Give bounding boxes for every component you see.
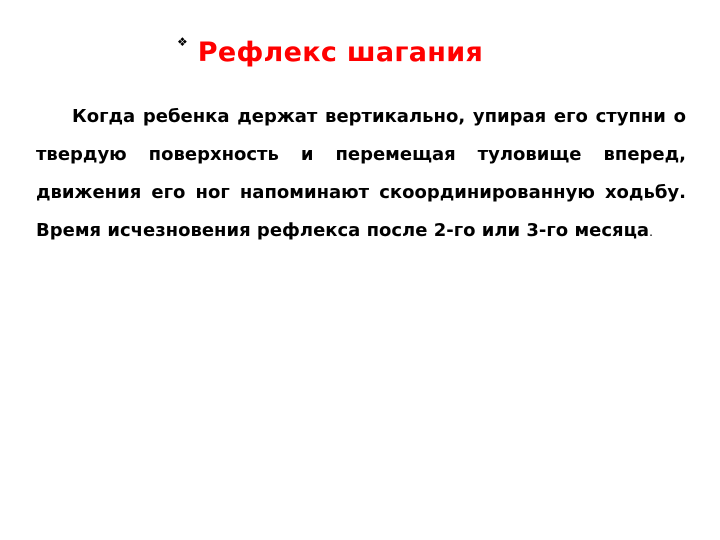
trailing-period: . bbox=[649, 225, 653, 239]
body-paragraph bbox=[36, 98, 686, 251]
paragraph-text: Когда ребенка держат вертикально, упирая его ступни о твердую поверхность и перемещая туловище вперед, движения его ног напоминают скоординированную ходьбу. Время исчезновения рефлекса после 2-го или 3-го месяца bbox=[36, 106, 686, 241]
title-row bbox=[177, 30, 483, 74]
slide-title: Рефлекс шагания bbox=[197, 36, 484, 68]
diamond-bullet-icon: ❖ bbox=[177, 35, 188, 49]
